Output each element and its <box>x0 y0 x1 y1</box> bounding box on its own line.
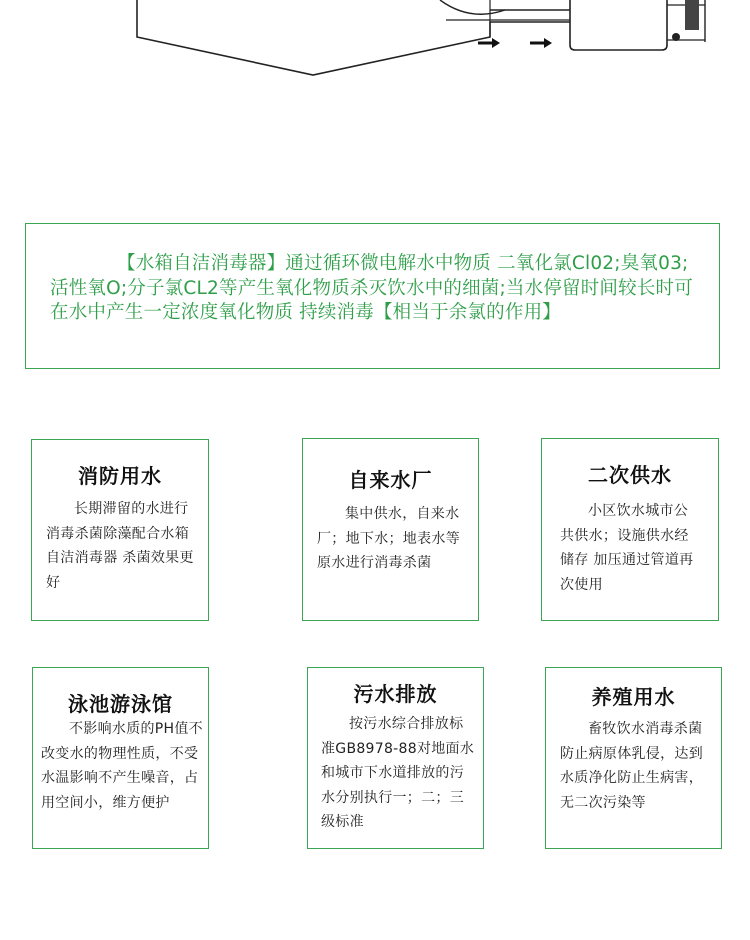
card-aquaculture <box>545 667 722 849</box>
card-sewage-discharge <box>307 667 484 849</box>
card-body: 按污水综合排放标准GB8978-88对地面水和城市下水道排放的污水分别执行一；二；三级标准 <box>321 716 475 830</box>
card-body: 集中供水，自来水厂；地下水；地表水等原水进行消毒杀菌 <box>317 506 460 571</box>
card-body: 不影响水质的PH值不改变水的物理性质，不受水温影响不产生噪音，占用空间小，维方便护 <box>41 721 203 811</box>
intro-text: 【水箱自洁消毒器】通过循环微电解水中物质 二氧化氯Cl02;臭氧03;活性氧O;分子氯CL2等产生氧化物质杀灭饮水中的细菌;当水停留时间较长时可在水中产生一定浓度氧化物质 持续消毒【相当于余氯的作用】 <box>50 253 693 323</box>
equipment-illustration <box>0 0 750 90</box>
card-body: 长期滞留的水进行消毒杀菌除藻配合水箱自洁消毒器 杀菌效果更好 <box>46 501 194 591</box>
card-fire-water <box>31 439 209 621</box>
card-title: 泳池游泳馆 <box>68 692 173 716</box>
card-title: 污水排放 <box>353 682 438 706</box>
card-title: 消防用水 <box>78 464 162 488</box>
card-body: 畜牧饮水消毒杀菌防止病原体乳侵，达到水质净化防止生病害，无二次污染等 <box>560 721 703 811</box>
card-body: 小区饮水城市公共供水；设施供水经储存 加压通过管道再次使用 <box>560 503 694 593</box>
card-title: 自来水厂 <box>348 468 433 492</box>
card-secondary-supply <box>541 438 719 621</box>
card-swimming-pool <box>32 667 209 849</box>
card-title: 养殖用水 <box>591 685 676 709</box>
intro-box <box>25 223 720 369</box>
card-title: 二次供水 <box>588 463 672 487</box>
card-waterworks <box>302 438 479 621</box>
flow-arrow-icon <box>530 38 552 48</box>
